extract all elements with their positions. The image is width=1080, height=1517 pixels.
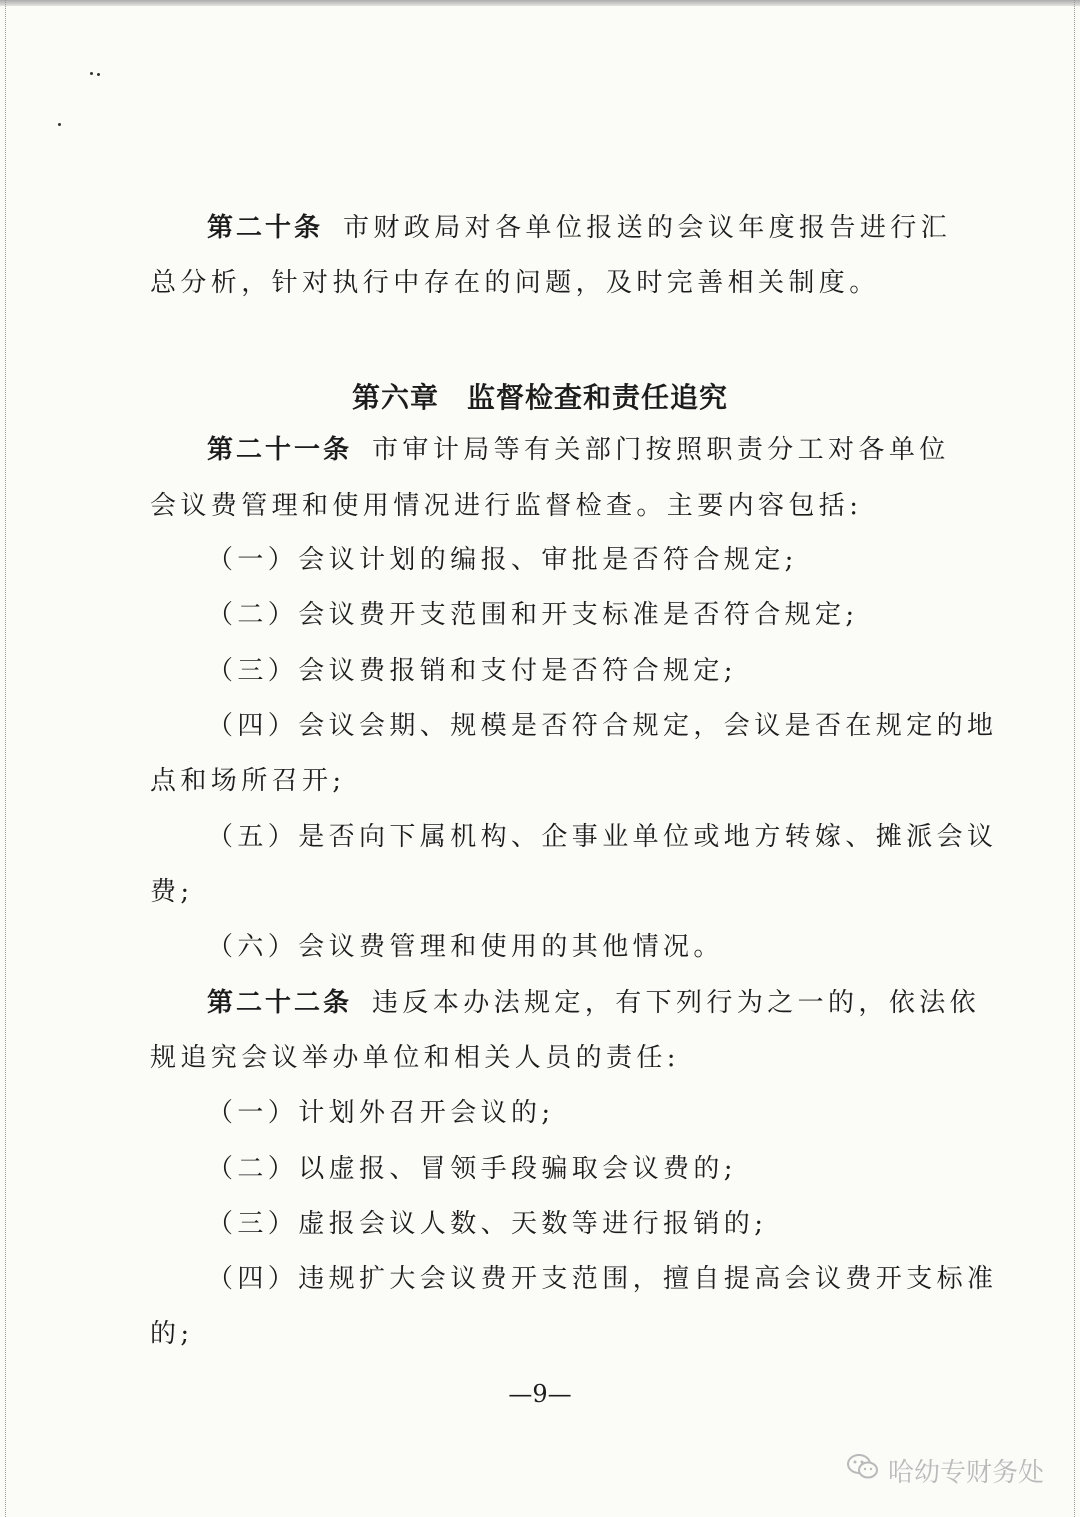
chapter-title: 监督检查和责任追究 [467,381,729,414]
article-21-line-1 [207,433,950,467]
article-21-item: （五）是否向下属机构、企事业单位或地方转嫁、摊派会议 [207,822,998,852]
article-20-heading: 第二十条 [207,213,324,243]
article-22-line-1 [207,986,980,1020]
article-21-item: 点和场所召开; [150,766,346,796]
page-number: —9— [508,1380,572,1408]
watermark [846,1452,1044,1489]
article-21-item: （四）会议会期、规模是否符合规定，会议是否在规定的地 [207,711,998,741]
scan-left-edge [5,0,7,1517]
article-20-line-2: 总分析，针对执行中存在的问题，及时完善相关制度。 [150,268,880,298]
watermark-text: 哈幼专财务处 [887,1458,1044,1488]
article-22-item: （三）虚报会议人数、天数等进行报销的; [207,1209,768,1239]
chapter-heading [0,376,1080,416]
article-21-heading: 第二十一条 [207,435,353,465]
article-22-item: （四）违规扩大会议费开支范围，擅自提高会议费开支标准 [207,1264,998,1294]
article-21-item: （二）会议费开支范围和开支标准是否符合规定; [207,600,859,630]
article-22-heading: 第二十二条 [207,988,353,1018]
article-22-line-2: 规追究会议举办单位和相关人员的责任: [150,1043,680,1073]
article-21-item: 费; [150,877,194,907]
article-21-item: （六）会议费管理和使用的其他情况。 [207,932,724,962]
article-21-item: （一）会议计划的编报、审批是否符合规定; [207,545,798,575]
chapter-number: 第六章 [351,381,439,414]
scan-speck [97,73,100,76]
article-22-item: （二）以虚报、冒领手段骗取会议费的; [207,1154,737,1184]
article-20-line-1 [207,211,951,245]
article-21-item: （三）会议费报销和支付是否符合规定; [207,656,737,686]
article-21-line-2: 会议费管理和使用情况进行监督检查。主要内容包括: [150,491,863,521]
scan-speck [58,123,61,126]
scan-right-edge [1074,0,1076,1517]
scan-top-edge [0,0,1080,6]
article-22-item: （一）计划外召开会议的; [207,1098,555,1128]
scan-speck [90,72,93,75]
article-22-item: 的; [150,1319,194,1349]
wechat-icon [846,1452,888,1489]
article-22-text-1: 违反本办法规定，有下列行为之一的，依法依 [372,988,981,1018]
article-20-text-1: 市财政局对各单位报送的会议年度报告进行汇 [343,213,952,243]
article-21-text-1: 市审计局等有关部门按照职责分工对各单位 [372,435,950,465]
